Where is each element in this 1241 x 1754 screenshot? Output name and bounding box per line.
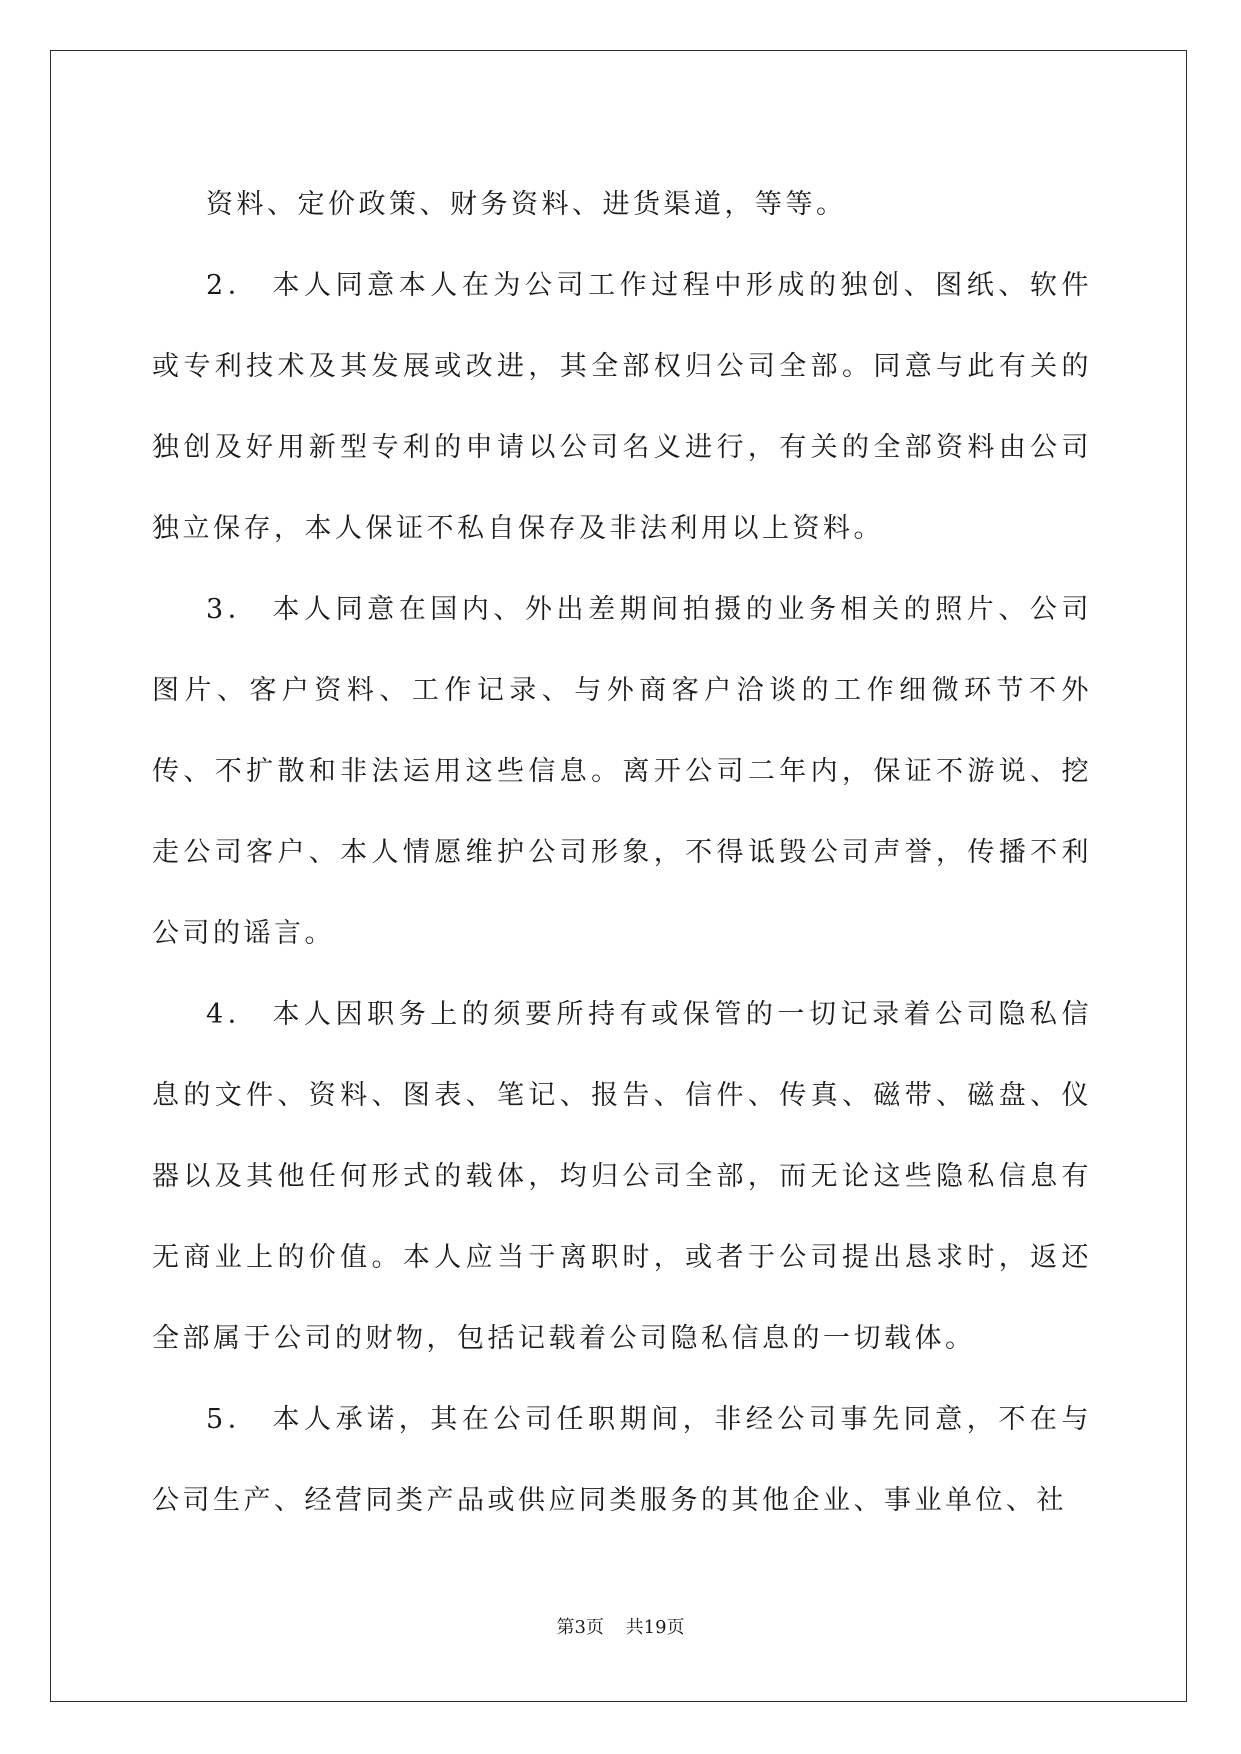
page-number: 第3页 <box>556 1617 604 1638</box>
total-pages: 共19页 <box>625 1617 685 1638</box>
paragraph-item-2: 2． 本人同意本人在为公司工作过程中形成的独创、图纸、软件或专利技术及其发展或改进，其全部权归公司全部。同意与此有关的独创及好用新型专利的申请以公司名义进行，有关的全部资料由公司独立保存，本人保证不私自保存及非法利用以上资料。 <box>152 270 1092 544</box>
paragraph-continuation: 资料、定价政策、财务资料、进货渠道，等等。 <box>206 189 847 220</box>
paragraph-item-5: 5． 本人承诺，其在公司任职期间，非经公司事先同意，不在与公司生产、经营同类产品或供应同类服务的其他企业、事业单位、社 <box>152 1404 1092 1516</box>
document-body <box>152 164 1092 1541</box>
paragraph-item-3: 3． 本人同意在国内、外出差期间拍摄的业务相关的照片、公司图片、客户资料、工作记录、与外商客户洽谈的工作细微环节不外传、不扩散和非法运用这些信息。离开公司二年内，保证不游说、挖走公司客户、本人情愿维护公司形象，不得诋毁公司声誉，传播不利公司的谣言。 <box>152 594 1092 949</box>
page-footer <box>0 1613 1241 1639</box>
paragraph-item-4: 4． 本人因职务上的须要所持有或保管的一切记录着公司隐私信息的文件、资料、图表、笔记、报告、信件、传真、磁带、磁盘、仪器以及其他任何形式的载体，均归公司全部，而无论这些隐私信息有无商业上的价值。本人应当于离职时，或者于公司提出恳求时，返还全部属于公司的财物，包括记载着公司隐私信息的一切载体。 <box>152 999 1092 1354</box>
